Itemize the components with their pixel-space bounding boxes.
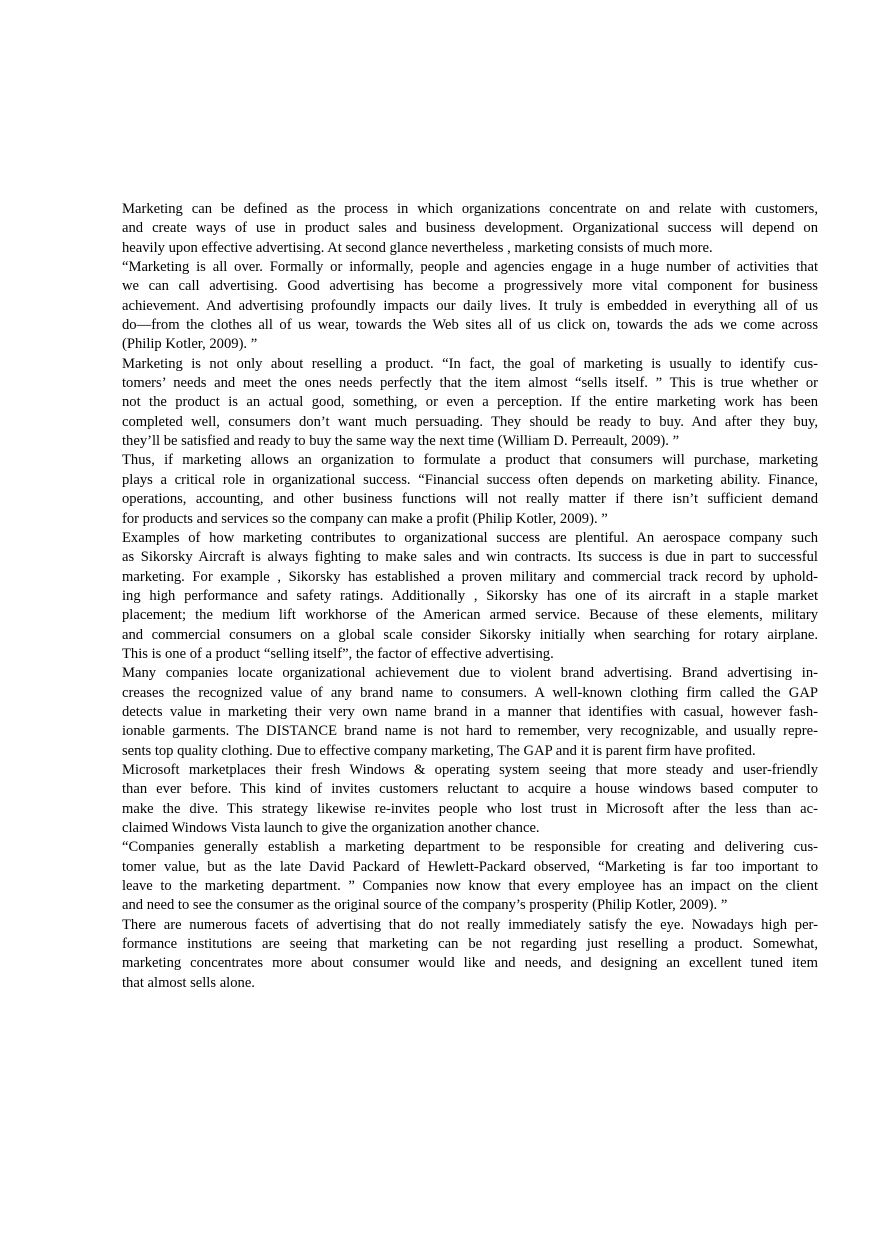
text-line: creases the recognized value of any brand name to consumers. A well-known clothing firm called the GAP — [122, 684, 818, 701]
text-line: and need to see the consumer as the original source of the company’s prosperity (Philip Kotler, 2009). ” — [122, 897, 728, 914]
text-line: This is one of a product “selling itself”, the factor of effective advertising. — [122, 645, 554, 662]
text-line: ing high performance and safety ratings. Additionally , Sikorsky has one of its aircraft in a staple market — [122, 587, 818, 604]
text-line: claimed Windows Vista launch to give the organization another chance. — [122, 820, 540, 836]
text-line: and commercial consumers on a global scale consider Sikorsky initially when searching for rotary airplane. — [122, 626, 818, 643]
paragraph — [122, 761, 818, 838]
paragraph — [122, 200, 818, 258]
text-line: Many companies locate organizational achievement due to violent brand advertising. Brand advertising in- — [122, 665, 818, 682]
paragraph — [122, 916, 818, 993]
document-body — [122, 200, 818, 993]
text-line: “Marketing is all over. Formally or informally, people and agencies engage in a huge number of activities that — [122, 259, 818, 276]
text-line: for products and services so the company can make a profit (Philip Kotler, 2009). ” — [122, 510, 608, 527]
text-line: make the dive. This strategy likewise re-invites people who lost trust in Microsoft after the less than ac- — [122, 800, 818, 817]
text-line: marketing concentrates more about consumer would like and needs, and designing an excellent tuned item — [122, 955, 818, 972]
paragraph — [122, 529, 818, 664]
text-line: completed well, consumers don’t want much persuading. They should be ready to buy. And after they buy, — [122, 413, 818, 430]
text-line: not the product is an actual good, something, or even a perception. If the entire marketing work has been — [122, 394, 818, 411]
text-line: and create ways of use in product sales and business development. Organizational success will depend on — [122, 220, 818, 237]
text-line: do—from the clothes all of us wear, towards the Web sites all of us click on, towards the ads we come across — [122, 317, 818, 334]
text-line: tomer value, but as the late David Packard of Hewlett-Packard observed, “Marketing is far too important to — [122, 858, 818, 875]
text-line: “Companies generally establish a marketing department to be responsible for creating and delivering cus- — [122, 839, 818, 856]
paragraph — [122, 664, 818, 761]
text-line: Examples of how marketing contributes to organizational success are plentiful. An aerospace company such — [122, 529, 818, 546]
text-line: heavily upon effective advertising. At second glance nevertheless , marketing consists of much more. — [122, 239, 713, 256]
text-line: There are numerous facets of advertising that do not really immediately satisfy the eye. Nowadays high per- — [122, 916, 818, 933]
text-line: we can call advertising. Good advertising has become a progressively more vital component for business — [122, 278, 818, 295]
text-line: formance institutions are seeing that marketing can be not regarding just reselling a product. Somewhat, — [122, 936, 818, 953]
text-line: marketing. For example , Sikorsky has established a proven military and commercial track record by uphold- — [122, 568, 818, 585]
text-line: than ever before. This kind of invites customers reluctant to acquire a house windows based computer to — [122, 781, 818, 798]
text-line: that almost sells alone. — [122, 974, 255, 991]
text-line: Thus, if marketing allows an organization to formulate a product that consumers will purchase, marketing — [122, 452, 818, 469]
text-line: operations, accounting, and other business functions will not really matter if there isn’t sufficient demand — [122, 491, 818, 508]
text-line: they’ll be satisfied and ready to buy the same way the next time (William D. Perreault, 2009). ” — [122, 433, 680, 450]
text-line: leave to the marketing department. ” Companies now know that every employee has an impact on the client — [122, 878, 818, 895]
text-line: plays a critical role in organizational success. “Financial success often depends on marketing ability. Finance, — [122, 471, 818, 488]
text-line: Marketing can be defined as the process in which organizations concentrate on and relate with customers, — [122, 201, 818, 217]
text-line: placement; the medium lift workhorse of the American armed service. Because of these elements, military — [122, 607, 818, 624]
text-line: Microsoft marketplaces their fresh Windows & operating system seeing that more steady and user-friendly — [122, 761, 818, 778]
paragraph — [122, 355, 818, 452]
text-line: (Philip Kotler, 2009). ” — [122, 336, 258, 353]
text-line: as Sikorsky Aircraft is always fighting to make sales and win contracts. Its success is due in part to successful — [122, 549, 818, 566]
text-line: achievement. And advertising profoundly impacts our daily lives. It truly is embedded in everything all of us — [122, 297, 818, 314]
text-line: ionable garments. The DISTANCE brand name is not hard to remember, very recognizable, and usually repre- — [122, 723, 818, 740]
text-line: Marketing is not only about reselling a product. “In fact, the goal of marketing is usually to identify cus- — [122, 355, 818, 372]
paragraph — [122, 451, 818, 528]
text-line: tomers’ needs and meet the ones needs perfectly that the item almost “sells itself. ” This is true whether or — [122, 375, 818, 392]
text-line: sents top quality clothing. Due to effective company marketing, The GAP and it is parent firm have profited. — [122, 742, 756, 759]
paragraph — [122, 258, 818, 355]
text-line: detects value in marketing their very own name brand in a manner that identifies with casual, however fash- — [122, 703, 818, 720]
paragraph — [122, 838, 818, 915]
